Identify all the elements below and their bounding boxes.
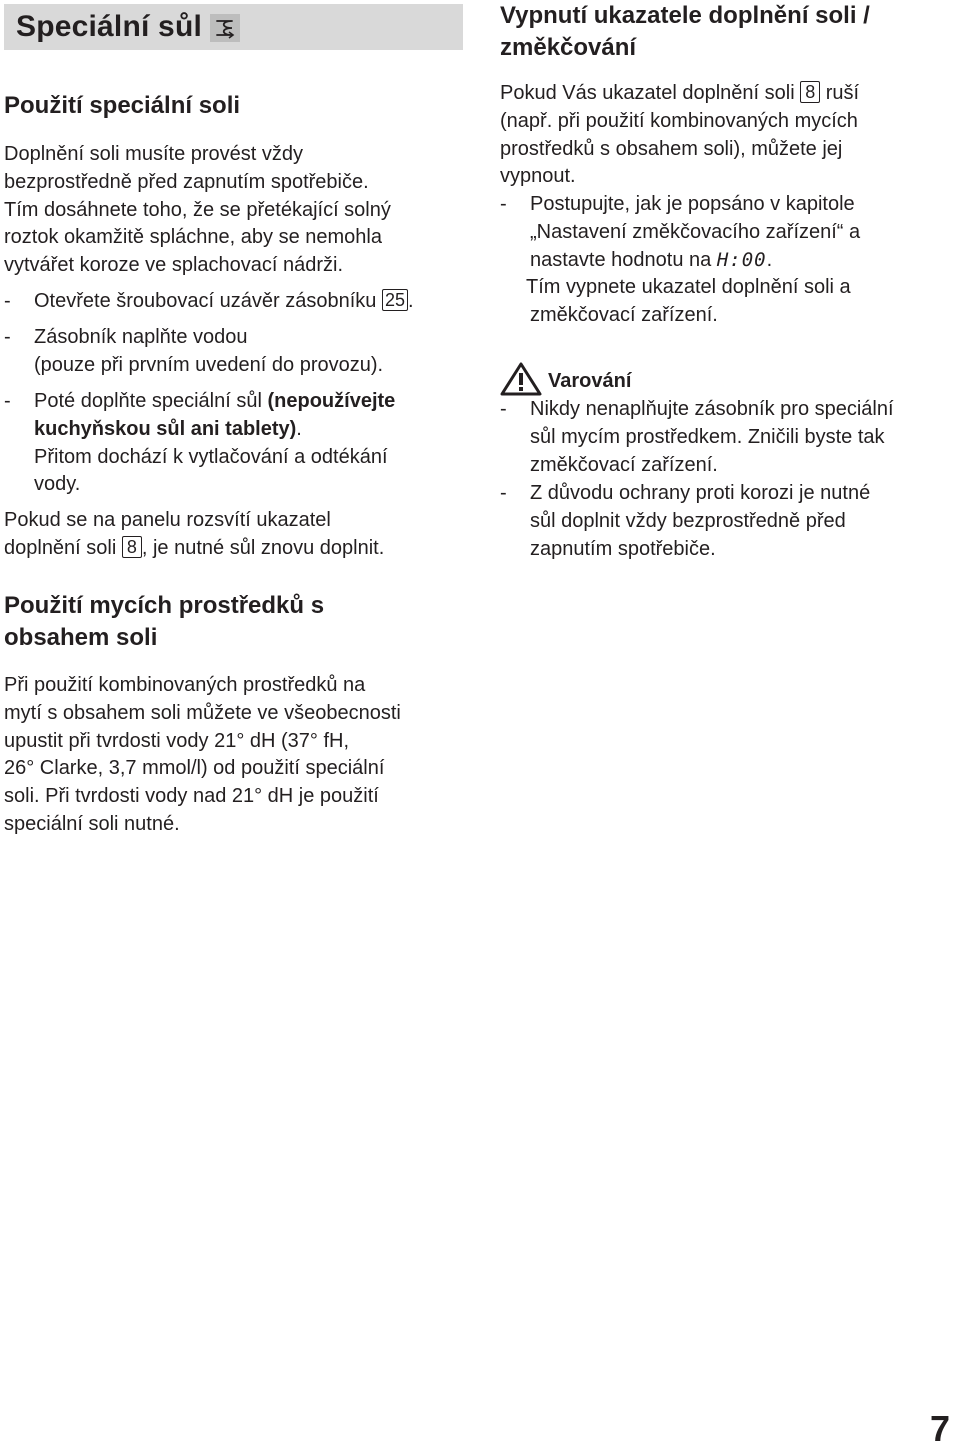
disable-indicator-paragraph: Pokud Vás ukazatel doplnění soli 8 ruší (např. při použití kombinovaných mycích prostředků s obsahem soli), můžete jej vypnout. bbox=[500, 82, 860, 188]
display-value: H:00 bbox=[716, 248, 767, 271]
reference-number: 25 bbox=[382, 289, 408, 311]
page-title: Speciální sůl bbox=[16, 10, 202, 43]
intro-paragraph bbox=[4, 141, 474, 280]
intro-line: roztok okamžitě spláchne, aby se nemohla bbox=[4, 226, 382, 249]
reference-number: 8 bbox=[800, 81, 820, 103]
page-number: 7 bbox=[930, 1408, 951, 1449]
detergent-paragraph: Při použití kombinovaných prostředků na mytí s obsahem soli můžete ve všeobecnosti upustit při tvrdosti vody 21° dH (37° fH, 26° Clarke, 3,7 mmol/l) od použití speciální soli. Při tvrdosti vody nad 21° dH je použití speciální soli nutné. bbox=[4, 674, 401, 835]
section-heading-special-salt: Použití speciální soli bbox=[4, 92, 241, 119]
salt-refill-icon bbox=[210, 14, 240, 42]
page-header bbox=[4, 4, 463, 50]
step-open-cap: - Otevřete šroubovací uzávěr zásobníku 25 . bbox=[4, 290, 414, 312]
step-add-salt: - Poté doplňte speciální sůl (nepoužívejte kuchyňskou sůl ani tablety). Přitom dochází k vytlačování a odtékání vody. bbox=[4, 390, 396, 496]
intro-line: Tím dosáhnete toho, že se přetékající solný bbox=[4, 198, 391, 221]
reference-number: 8 bbox=[122, 536, 142, 558]
intro-line: Doplnění soli musíte provést vždy bbox=[4, 143, 304, 165]
section-heading-disable-indicator: Vypnutí ukazatele doplnění soli / změkčování bbox=[500, 2, 870, 61]
step-fill-water: - Zásobník naplňte vodou (pouze při prvním uvedení do provozu). bbox=[4, 326, 384, 376]
warning-item: - Z důvodu ochrany proti korozi je nutné sůl doplnit vždy bezprostředně před zapnutím spotřebiče. bbox=[500, 482, 871, 560]
section-heading-detergents: Použití mycích prostředků s obsahem soli bbox=[4, 592, 325, 651]
outro-paragraph: Pokud se na panelu rozsvítí ukazatel doplnění soli 8 , je nutné sůl znovu doplnit. bbox=[4, 509, 385, 559]
warning-item: - Nikdy nenaplňujte zásobník pro speciální sůl mycím prostředkem. Zničili byste tak změkčovací zařízení. bbox=[500, 398, 894, 476]
intro-line: bezprostředně před zapnutím spotřebiče. bbox=[4, 170, 369, 193]
step-set-hardness: - Postupujte, jak je popsáno v kapitole „Nastavení změkčovacího zařízení“ a nastavte hodnotu na H:00. Tím vypnete ukazatel doplnění soli a změkčovací zařízení. bbox=[500, 193, 861, 327]
intro-line: vytvářet koroze ve splachovací nádrži. bbox=[4, 254, 344, 277]
salt-warning-bold: (nepoužívejte bbox=[267, 390, 396, 412]
warning-title: Varování bbox=[548, 369, 632, 392]
